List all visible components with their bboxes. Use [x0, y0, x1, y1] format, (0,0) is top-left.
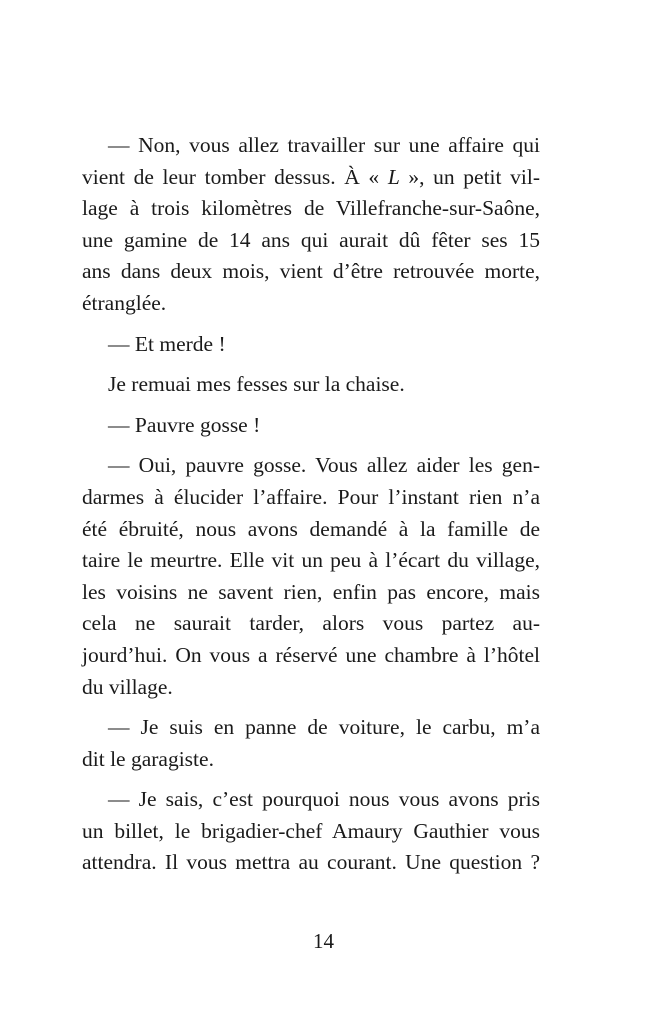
- paragraph-3: [82, 369, 540, 401]
- text-line: — Je suis en panne de voiture, le carbu, m’a: [108, 715, 540, 740]
- text-line: ans dans deux mois, vient d’être retrouvée morte,: [82, 259, 540, 284]
- paragraph-5: [82, 450, 540, 703]
- italic-letter: L: [387, 164, 400, 189]
- text-line: — Je sais, c’est pourquoi nous vous avons pris: [108, 787, 540, 812]
- paragraph-2: [82, 329, 540, 361]
- paragraph-6: [82, 712, 540, 775]
- text-line: été ébruité, nous avons demandé à la famille de: [82, 516, 540, 541]
- text-line: Je remuai mes fesses sur la chaise.: [108, 372, 405, 397]
- text-line: cela ne saurait tarder, alors vous partez au-: [82, 611, 540, 636]
- text-line: dit le garagiste.: [82, 746, 214, 771]
- text-line: lage à trois kilomètres de Villefranche-sur-Saône,: [82, 196, 540, 221]
- text-line: du village.: [82, 674, 173, 699]
- text-line-segment: », un petit vil-: [399, 164, 540, 189]
- paragraph-4: [82, 410, 540, 442]
- text-line: [82, 162, 540, 194]
- text-line: taire le meurtre. Elle vit un peu à l’écart du village,: [82, 548, 540, 573]
- text-line: — Oui, pauvre gosse. Vous allez aider les gen-: [108, 453, 540, 478]
- text-line: darmes à élucider l’affaire. Pour l’instant rien n’a: [82, 484, 540, 509]
- text-line: jourd’hui. On vous a réservé une chambre à l’hôtel: [82, 642, 540, 667]
- text-line: — Et merde !: [108, 331, 226, 356]
- text-line-segment: vient de leur tomber dessus. À «: [82, 164, 388, 189]
- text-line: une gamine de 14 ans qui aurait dû fêter ses 15: [82, 227, 540, 252]
- text-line: étranglée.: [82, 290, 167, 315]
- text-line: les voisins ne savent rien, enfin pas encore, mais: [82, 579, 540, 604]
- text-line: attendra. Il vous mettra au courant. Une question ?: [82, 850, 540, 875]
- page-number: 14: [313, 929, 334, 953]
- paragraph-1: [82, 130, 540, 320]
- paragraph-7: [82, 784, 540, 879]
- text-line: un billet, le brigadier-chef Amaury Gauthier vous: [82, 818, 540, 843]
- text-line: — Non, vous allez travailler sur une affaire qui: [108, 133, 540, 157]
- text-line: — Pauvre gosse !: [108, 412, 261, 437]
- body-text: [82, 130, 540, 888]
